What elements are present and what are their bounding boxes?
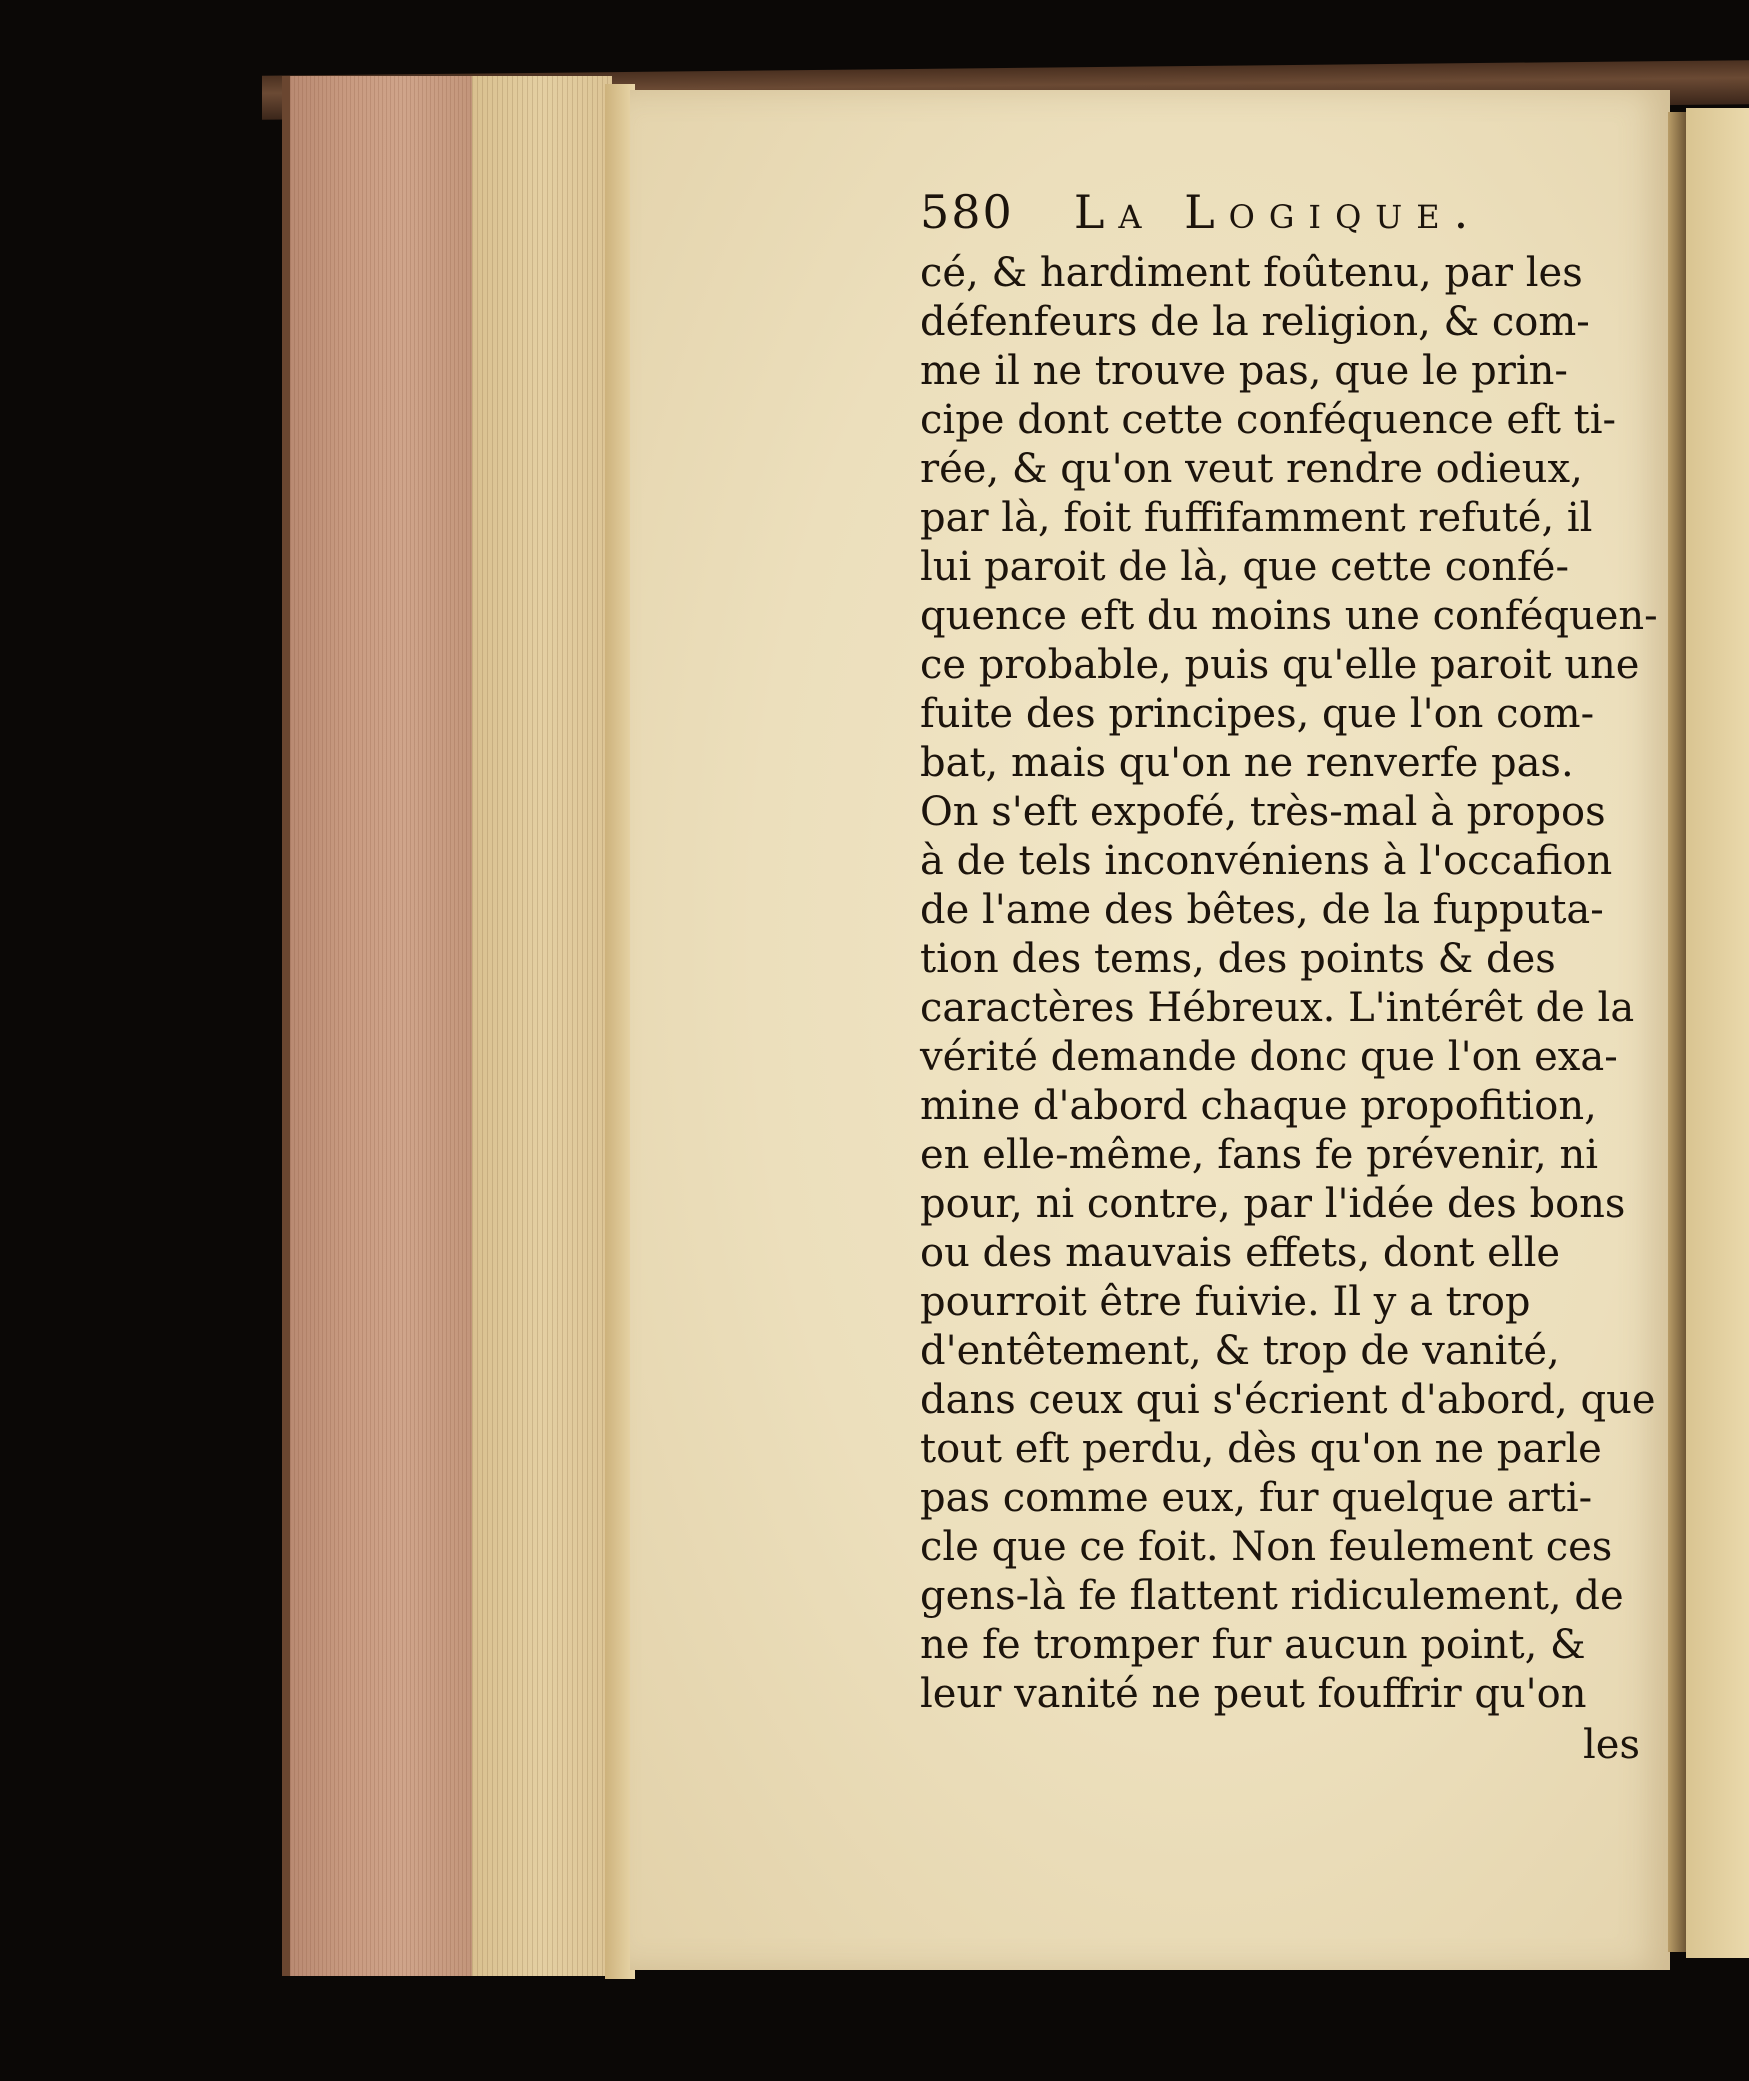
text-line: caractères Hébreux. L'intérêt de la	[920, 985, 1635, 1031]
text-line: ne fe tromper fur aucun point, &	[920, 1622, 1586, 1668]
text-line: défenfeurs de la religion, & com-	[920, 299, 1590, 345]
text-line: d'entêtement, & trop de vanité,	[920, 1328, 1560, 1374]
facing-page	[1686, 108, 1749, 1958]
text-line: à de tels inconvéniens à l'occafion	[920, 838, 1613, 884]
text-line: pas comme eux, fur quelque arti-	[920, 1475, 1593, 1521]
text-line: ou des mauvais effets, dont elle	[920, 1230, 1561, 1276]
text-line: pourroit être fuivie. Il y a trop	[920, 1279, 1531, 1325]
text-line: cé, & hardiment foûtenu, par les	[920, 250, 1583, 296]
text-line: lui paroit de là, que cette confé-	[920, 544, 1569, 590]
text-line: par là, foit fuffifamment refuté, il	[920, 495, 1593, 541]
text-line: cipe dont cette conféquence eft ti-	[920, 397, 1616, 443]
page-header	[920, 185, 1640, 245]
text-line: de l'ame des bêtes, de la fupputa-	[920, 887, 1604, 933]
page-edges-inner	[472, 76, 612, 1976]
text-line: fuite des principes, que l'on com-	[920, 691, 1595, 737]
text-line: gens-là fe flattent ridiculement, de	[920, 1573, 1624, 1619]
text-line: tion des tems, des points & des	[920, 936, 1556, 982]
text-line: dans ceux qui s'écrient d'abord, que	[920, 1377, 1656, 1423]
text-line: vérité demande donc que l'on exa-	[920, 1034, 1618, 1080]
text-line: en elle-même, fans fe prévenir, ni	[920, 1132, 1599, 1178]
text-line: tout eft perdu, dès qu'on ne parle	[920, 1426, 1602, 1472]
text-line: On s'eft expofé, très-mal à propos	[920, 789, 1606, 835]
book-gutter	[1668, 112, 1686, 1952]
running-head: La Logique.	[1073, 185, 1483, 239]
page-text-block	[920, 185, 1658, 1768]
text-line: bat, mais qu'on ne renverfe pas.	[920, 740, 1574, 786]
text-line: quence eft du moins une conféquen-	[920, 593, 1658, 639]
text-line: mine d'abord chaque propofition,	[920, 1083, 1597, 1129]
page-edges-stack	[282, 76, 480, 1976]
catchword: les	[1583, 1722, 1640, 1768]
text-line: rée, & qu'on veut rendre odieux,	[920, 446, 1583, 492]
page-number: 580	[920, 185, 1014, 239]
text-line: leur vanité ne peut fouffrir qu'on	[920, 1671, 1587, 1717]
body-text	[920, 249, 1658, 1719]
text-line: me il ne trouve pas, que le prin-	[920, 348, 1568, 394]
text-line: cle que ce foit. Non feulement ces	[920, 1524, 1613, 1570]
text-line: ce probable, puis qu'elle paroit une	[920, 642, 1640, 688]
text-line: pour, ni contre, par l'idée des bons	[920, 1181, 1626, 1227]
